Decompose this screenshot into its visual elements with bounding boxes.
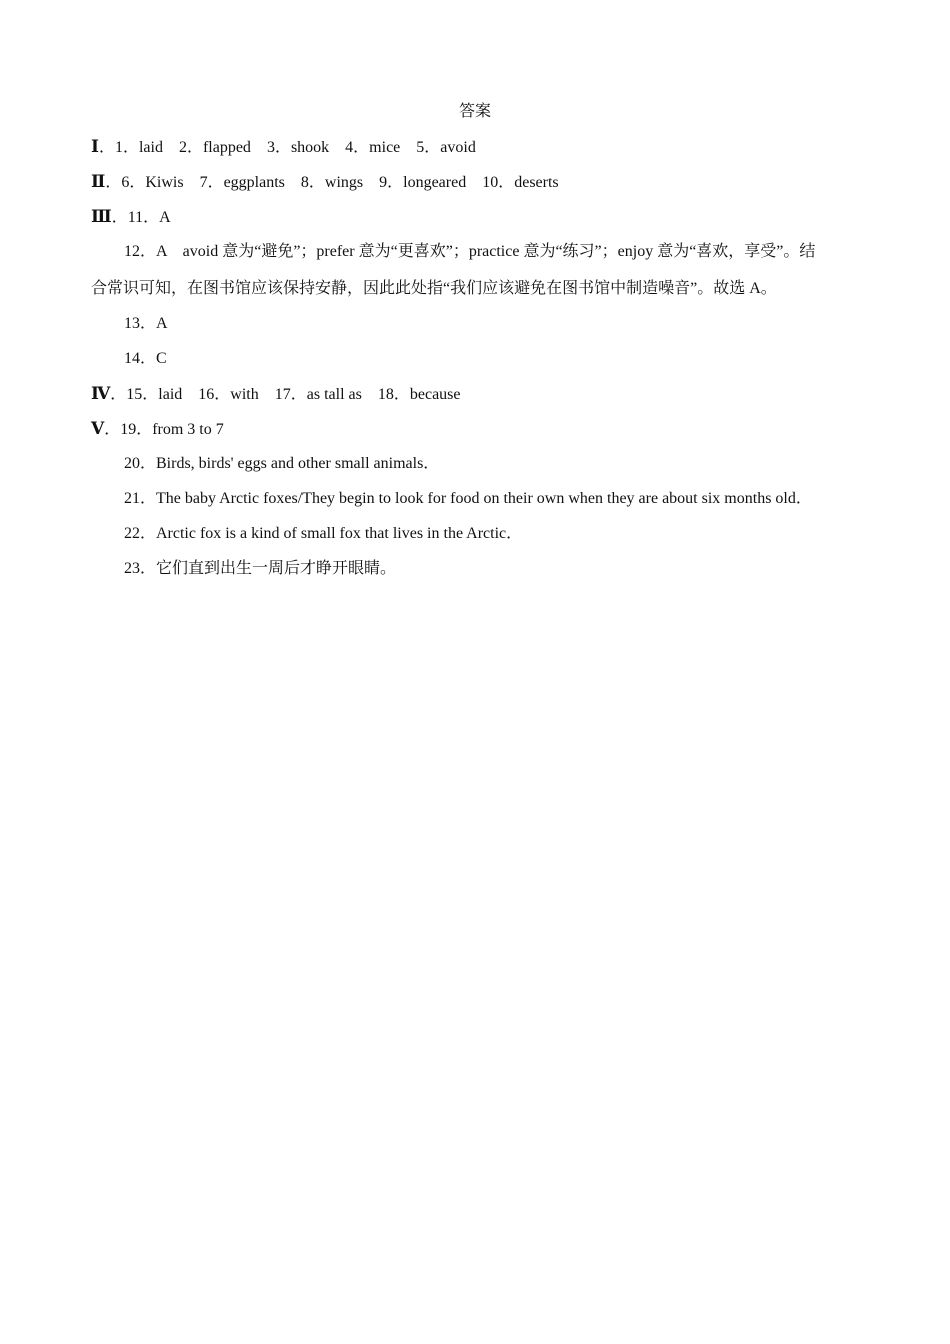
section-2-line (91, 171, 866, 194)
answer-15: ．15．laid (110, 386, 183, 403)
answer-10: 10．deserts (482, 174, 559, 191)
answer-20: 20．Birds, birds' eggs and other small animals． (124, 455, 440, 472)
answer-12-line-1: 12．A avoid 意为“避免”；prefer 意为“更喜欢”；practice 意为“练习”；enjoy 意为“喜欢，享受”。结 (124, 243, 816, 260)
section-3-numeral: Ⅲ (91, 207, 112, 226)
answer-23: 23．它们直到出生一周后才睁开眼睛。 (124, 560, 397, 577)
answer-6: ．6．Kiwis (105, 174, 184, 191)
answer-18: 18．because (377, 386, 461, 403)
section-5-numeral: Ⅴ (91, 419, 105, 438)
answer-7: 7．eggplants (199, 174, 285, 191)
answer-13: 13．A (124, 315, 168, 332)
answer-16: 16．with (198, 386, 259, 403)
page-title: 答案 (458, 103, 491, 120)
answer-19: ．19．from 3 to 7 (104, 421, 224, 438)
answer-11: ．11．A (111, 209, 171, 226)
answer-14: 14．C (124, 350, 167, 367)
section-1-numeral: Ⅰ (91, 137, 99, 156)
answer-2: 2．flapped (178, 139, 251, 156)
answer-9: 9．longeared (379, 174, 467, 191)
answer-1: ．1．laid (98, 139, 163, 156)
answer-3: 3．shook (266, 139, 330, 156)
answer-4: 4．mice (345, 139, 401, 156)
answer-5: 5．avoid (416, 139, 476, 156)
section-4-numeral: Ⅳ (91, 384, 111, 403)
answer-22: 22．Arctic fox is a kind of small fox that lives in the Arctic． (124, 525, 523, 542)
section-4-line (91, 383, 866, 406)
answer-8: 8．wings (300, 174, 364, 191)
section-1-line (91, 136, 866, 159)
answer-12-line-2: 合常识可知，在图书馆应该保持安静，因此此处指“我们应该避免在图书馆中制造噪音”。故选 A。 (91, 280, 777, 297)
answer-17: 17．as tall as (274, 386, 362, 403)
section-3-line (91, 206, 866, 229)
section-5-line (91, 418, 866, 441)
section-2-numeral: Ⅱ (91, 172, 106, 191)
answer-21: 21．The baby Arctic foxes/They begin to look for food on their own when they are about six months old． (124, 490, 812, 507)
